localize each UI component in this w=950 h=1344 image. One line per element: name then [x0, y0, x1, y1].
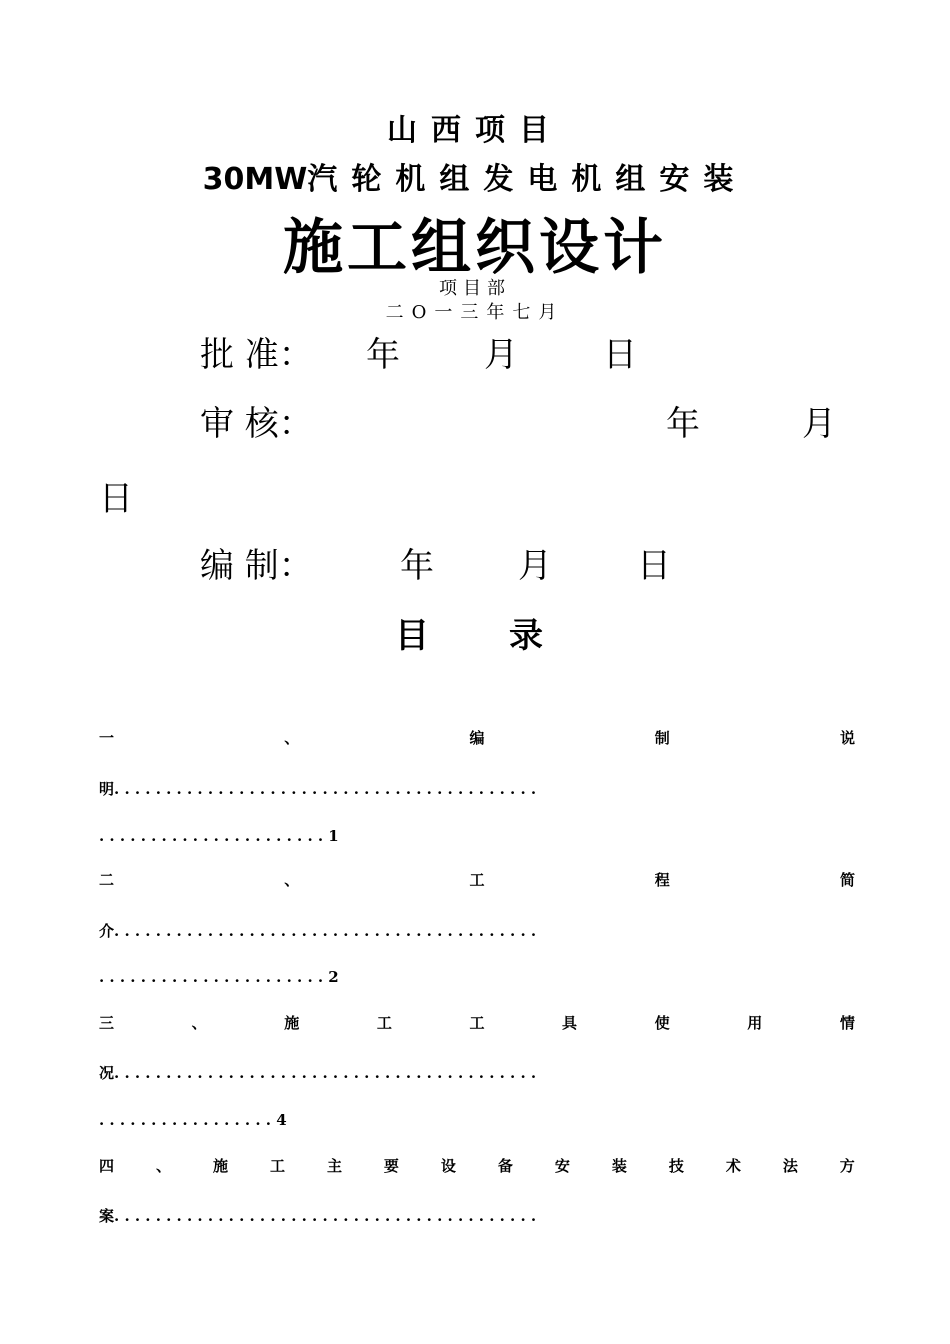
title-scope-capacity: 30MW	[202, 162, 308, 197]
toc-char: 三	[99, 1014, 115, 1032]
compile-day: 日	[637, 546, 671, 586]
title-project-name: 山西项目	[387, 113, 563, 148]
title-scope-description: 汽轮机组发电机组安装	[307, 162, 748, 197]
toc-entry-3-dots: .........................................	[114, 1064, 542, 1082]
toc-entry-4-tail: 案	[99, 1207, 115, 1225]
toc-entry-1-leader	[99, 778, 541, 799]
toc-entry-3-page-line	[99, 1111, 287, 1129]
toc-entry-3-leader	[99, 1062, 541, 1083]
review-day: 日	[99, 479, 133, 519]
toc-entry-3-dots-2: .................	[99, 1111, 277, 1129]
toc-entry-2-dots: .........................................	[114, 922, 542, 940]
toc-char: 用	[747, 1014, 763, 1032]
toc-entry-4-leader	[99, 1205, 541, 1226]
toc-char: 简	[839, 871, 855, 889]
toc-char: 法	[782, 1157, 798, 1175]
toc-entry-3-tail: 况	[99, 1064, 115, 1082]
toc-char: 情	[839, 1014, 855, 1032]
toc-char: 要	[383, 1157, 399, 1175]
toc-char: 制	[654, 729, 670, 747]
compile-label: 编 制：	[200, 546, 313, 586]
toc-entry-2-page-number: 2	[328, 968, 339, 986]
toc-char: 技	[668, 1157, 684, 1175]
toc-char: 备	[497, 1157, 513, 1175]
title-scope	[0, 154, 950, 198]
toc-char: 使	[654, 1014, 670, 1032]
toc-char: 装	[611, 1157, 627, 1175]
toc-char: 术	[725, 1157, 741, 1175]
toc-entry-2-tail: 介	[99, 922, 115, 940]
toc-entry-2-leader	[99, 920, 541, 941]
toc-entry-4-heading	[99, 1155, 855, 1176]
approve-day: 日	[603, 335, 637, 375]
toc-char: 四	[99, 1157, 115, 1175]
review-month: 月	[802, 404, 836, 444]
approve-label: 批 准：	[200, 335, 313, 375]
toc-char: 说	[839, 729, 855, 747]
toc-char: 方	[839, 1157, 855, 1175]
toc-entry-3-page-number: 4	[276, 1111, 287, 1129]
toc-char: 施	[284, 1014, 300, 1032]
toc-char: 一	[99, 729, 115, 747]
toc-char: 、	[155, 1157, 171, 1175]
toc-char: 具	[562, 1014, 578, 1032]
toc-entry-1-dots-2: ......................	[99, 827, 329, 845]
toc-char: 主	[326, 1157, 342, 1175]
approve-year: 年	[366, 335, 400, 375]
toc-char: 安	[554, 1157, 570, 1175]
toc-char: 、	[284, 729, 300, 747]
toc-entry-1-heading	[99, 727, 855, 748]
department-name: 项目部	[439, 278, 511, 299]
review-year: 年	[666, 404, 700, 444]
toc-entry-2-dots-2: ......................	[99, 968, 329, 986]
toc-entry-2-page-line	[99, 968, 339, 986]
toc-title-char-1: 目	[395, 616, 429, 656]
toc-entry-1-tail: 明	[99, 780, 115, 798]
compile-month: 月	[518, 546, 552, 586]
review-label: 审 核：	[200, 404, 313, 444]
toc-char: 工	[469, 1014, 485, 1032]
compile-year: 年	[400, 546, 434, 586]
toc-entry-4-dots: .........................................	[114, 1207, 542, 1225]
toc-title-char-2: 录	[509, 616, 543, 656]
toc-char: 、	[284, 871, 300, 889]
toc-char: 施	[212, 1157, 228, 1175]
toc-entry-2-heading	[99, 869, 855, 890]
toc-char: 工	[269, 1157, 285, 1175]
toc-char: 二	[99, 871, 115, 889]
toc-char: 、	[191, 1014, 207, 1032]
document-date: 二O一三年七月	[385, 302, 565, 323]
toc-char: 工	[469, 871, 485, 889]
toc-entry-1-page-number: 1	[328, 827, 339, 845]
toc-char: 工	[376, 1014, 392, 1032]
toc-char: 程	[654, 871, 670, 889]
approve-month: 月	[484, 335, 518, 375]
toc-char: 设	[440, 1157, 456, 1175]
toc-entry-1-dots: .........................................	[114, 780, 542, 798]
toc-entry-3-heading	[99, 1012, 855, 1033]
toc-entry-1-page-line	[99, 827, 339, 845]
document-title: 施工组织设计	[283, 213, 667, 283]
toc-char: 编	[469, 729, 485, 747]
